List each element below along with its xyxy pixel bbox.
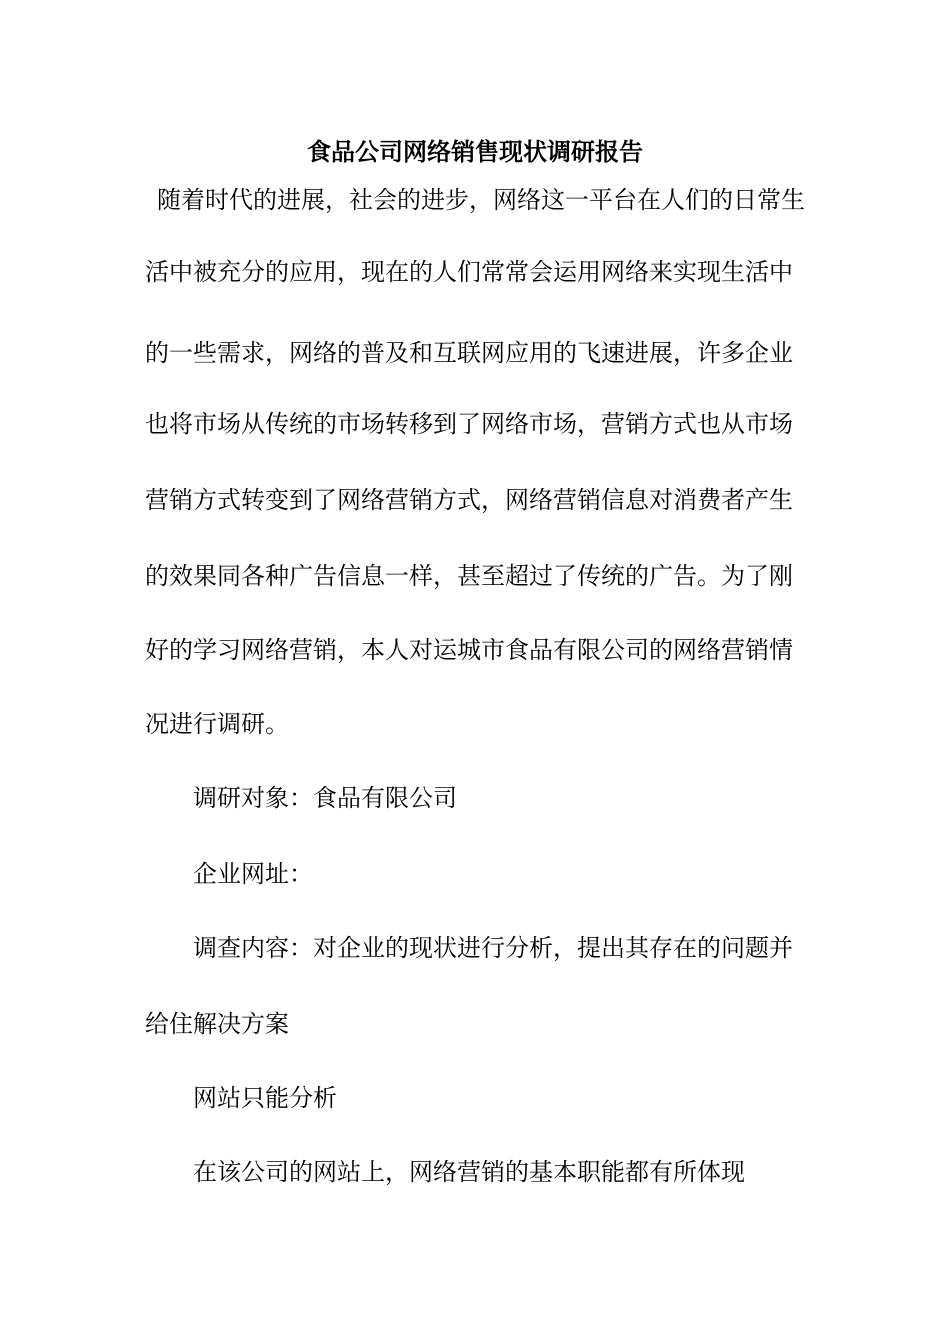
section-heading-line: 网站只能分析 [193,1084,337,1112]
paragraph-line: 在该公司的网站上，网络营销的基本职能都有所体现 [193,1158,745,1186]
company-website-line: 企业网址： [193,860,313,888]
survey-content-line: 调查内容：对企业的现状进行分析，提出其存在的问题并 [193,934,793,962]
document-title: 食品公司网络销售现状调研报告 [307,137,643,166]
paragraph-line: 也将市场从传统的市场转移到了网络市场，营销方式也从市场 [145,410,793,438]
survey-object-line: 调研对象：食品有限公司 [193,784,457,812]
paragraph-line: 营销方式转变到了网络营销方式，网络营销信息对消费者产生 [145,486,793,514]
paragraph-line: 的效果同各种广告信息一样，甚至超过了传统的广告。为了刚 [145,562,793,590]
paragraph-line: 随着时代的进展，社会的进步，网络这一平台在人们的日常生 [157,186,805,214]
survey-content-continuation: 给住解决方案 [145,1010,289,1038]
paragraph-line: 活中被充分的应用，现在的人们常常会运用网络来实现生活中 [145,258,793,286]
paragraph-line: 况进行调研。 [145,710,289,738]
paragraph-line: 好的学习网络营销，本人对运城市食品有限公司的网络营销情 [145,636,793,664]
paragraph-line: 的一些需求，网络的普及和互联网应用的飞速进展，许多企业 [145,339,793,367]
